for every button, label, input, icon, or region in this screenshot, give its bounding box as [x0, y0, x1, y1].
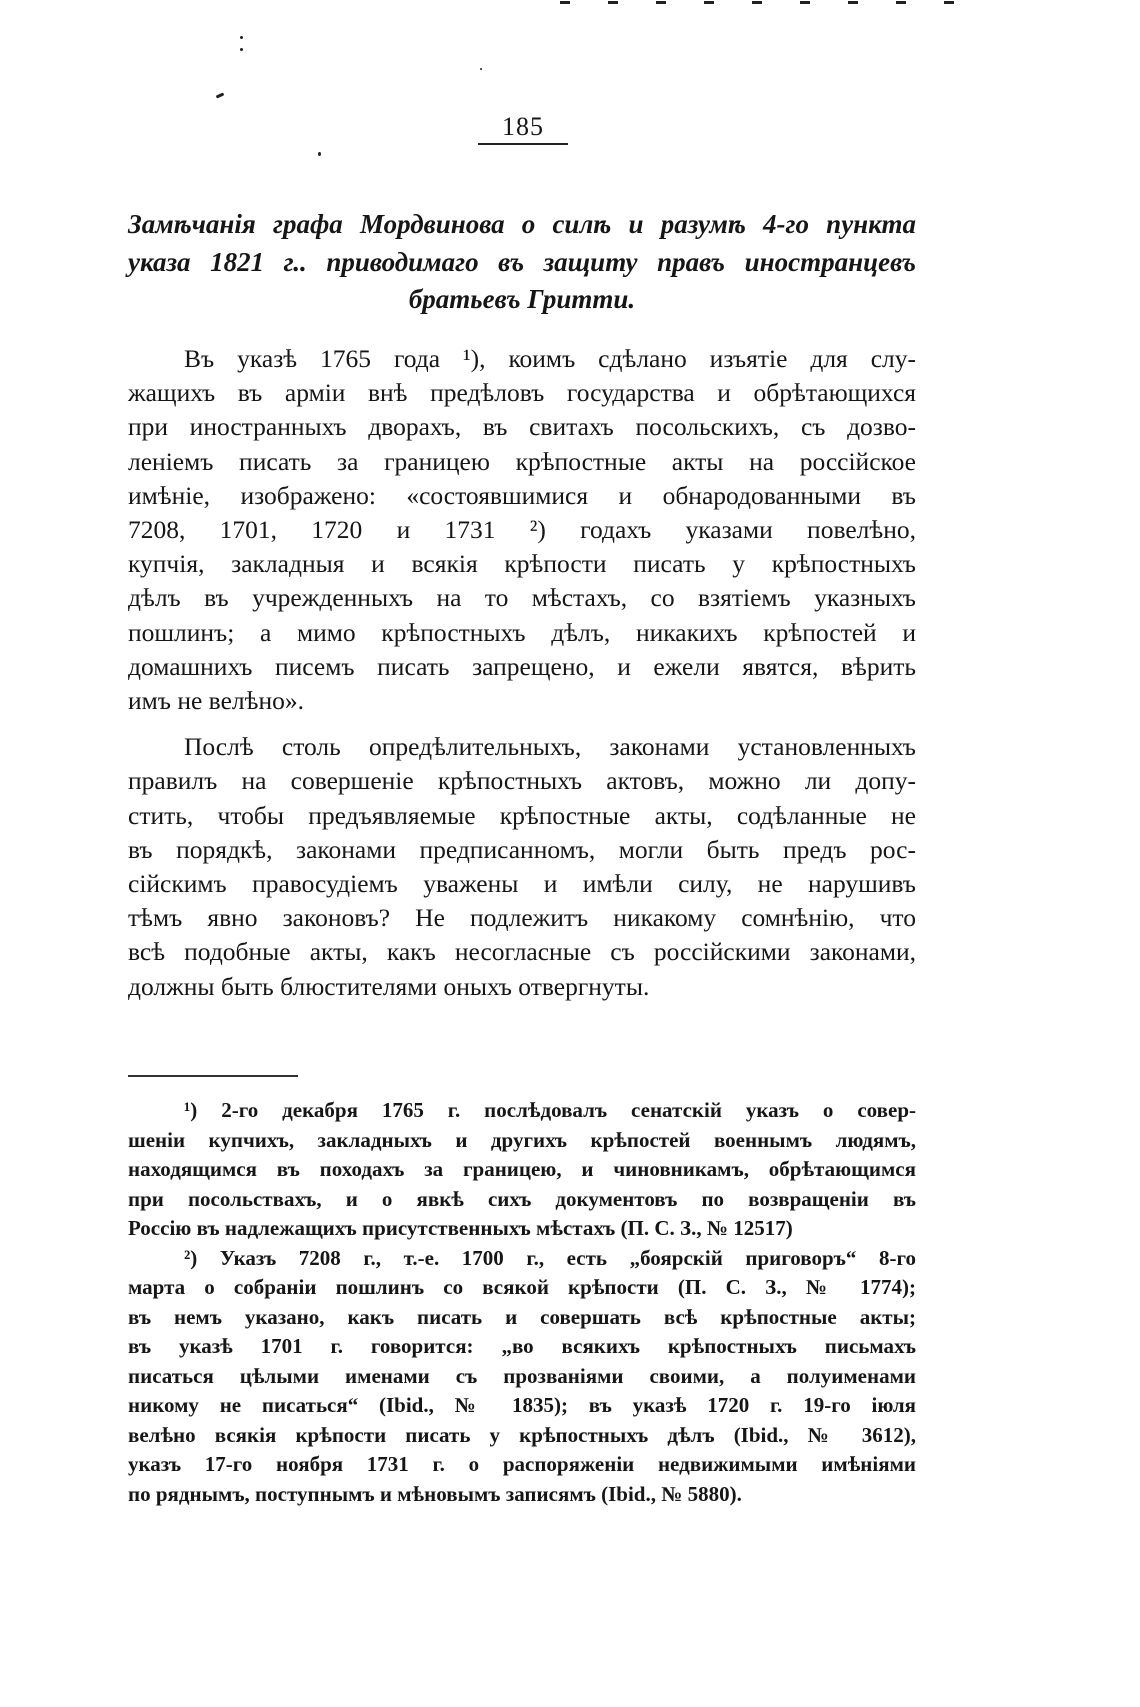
footnote-line: ²) Указъ 7208 г., т.-е. 1700 г., есть „боярскій приговоръ“ 8-го — [184, 1245, 916, 1270]
text-line: правилъ на совершеніе крѣпостныхъ актовъ, можно ли допу- — [128, 766, 916, 796]
text-line: дѣлъ въ учрежденныхъ на то мѣстахъ, со взятіемъ указныхъ — [128, 583, 916, 613]
text-line: пошлинъ; а мимо крѣпостныхъ дѣлъ, никакихъ крѣпостей и — [128, 617, 916, 647]
footnote-line: Россію въ надлежащихъ присутственныхъ мѣстахъ (П. С. З., № 12517) — [128, 1216, 793, 1240]
text-line: жащихъ въ арміи внѣ предѣловъ государства и обрѣтающихся — [128, 378, 916, 408]
scan-speck — [216, 92, 225, 98]
paragraph-2 — [128, 730, 916, 1004]
paragraph-1 — [128, 342, 916, 718]
scan-speck — [240, 36, 243, 39]
heading-line: братьевъ Гритти. — [408, 284, 636, 314]
text-line: Послѣ столь опредѣлительныхъ, законами установленныхъ — [184, 732, 916, 762]
text-line: купчія, закладныя и всякія крѣпости писать у крѣпостныхъ — [128, 549, 916, 579]
footnote-line: ¹) 2-го декабря 1765 г. послѣдовалъ сенатскій указъ о совер- — [184, 1098, 916, 1122]
text-line: имѣніе, изображено: «состоявшимися и обнародованными въ — [128, 480, 916, 510]
text-line: должны быть блюстителями оныхъ отвергнуты. — [128, 971, 650, 1001]
section-heading — [128, 206, 916, 319]
footnote-line: указъ 17-го ноября 1731 г. о распоряженіи недвижимыми имѣніями — [128, 1452, 916, 1476]
footnote-line: находящимся въ походахъ за границею, и чиновникамъ, обрѣтающимся — [128, 1157, 916, 1181]
page-number-underline — [478, 143, 568, 145]
footnote-line: по ряднымъ, поступнымъ и мѣновымъ записямъ (Ibid., № 5880). — [128, 1481, 742, 1506]
scan-top-edge-marks — [560, 0, 1030, 4]
footnote-line: въ немъ указано, какъ писать и совершать всѣ крѣпостные акты; — [128, 1304, 916, 1329]
body-text — [128, 342, 916, 1004]
text-line: домашнихъ писемъ писать запрещено, и ежели явятся, вѣрить — [128, 651, 916, 681]
footnote-line: шеніи купчихъ, закладныхъ и другихъ крѣпостей военнымъ людямъ, — [128, 1127, 916, 1152]
text-line: леніемъ писать за границею крѣпостные акты на россійское — [128, 446, 916, 476]
text-line: Въ указѣ 1765 года ¹), коимъ сдѣлано изъятіе для слу- — [184, 344, 916, 373]
text-line: сійскимъ правосудіемъ уважены и имѣли силу, не нарушивъ — [128, 869, 916, 899]
text-line: въ порядкѣ, законами предписанномъ, могли быть предъ рос- — [128, 834, 916, 864]
text-line: тѣмъ явно законовъ? Не подлежитъ никакому сомнѣнію, что — [128, 903, 916, 933]
footnote-line: при посольствахъ, и о явкѣ сихъ документовъ по возвращеніи въ — [128, 1186, 916, 1211]
text-line: 7208, 1701, 1720 и 1731 ²) годахъ указами повелѣно, — [128, 515, 916, 545]
footnote-line: марта о собраніи пошлинъ со всякой крѣпости (П. С. З., № 1774); — [128, 1275, 916, 1299]
page-number: 185 — [502, 112, 544, 141]
scan-speck — [240, 48, 243, 51]
footnote-2 — [128, 1244, 916, 1510]
footnotes — [128, 1096, 916, 1509]
text-line: при иностранныхъ дворахъ, въ свитахъ посольскихъ, съ дозво- — [128, 412, 916, 442]
text-line: имъ не велѣно». — [128, 686, 304, 716]
footnote-line: велѣно всякія крѣпости писать у крѣпостныхъ дѣлъ (Ibid., № 3612), — [128, 1422, 916, 1447]
text-line: всѣ подобные акты, какъ несогласные съ россійскими законами, — [128, 937, 916, 967]
footnote-divider — [128, 1075, 298, 1077]
heading-line: указа 1821 г.. приводимаго въ защиту правъ иностранцевъ — [128, 246, 916, 277]
footnote-line: въ указѣ 1701 г. говорится: „во всякихъ крѣпостныхъ письмахъ — [128, 1334, 916, 1358]
text-line: стить, чтобы предъявляемые крѣпостные акты, содѣланные не — [128, 800, 916, 830]
scan-speck — [318, 152, 321, 156]
footnote-line: никому не писаться“ (Ibid., № 1835); въ указѣ 1720 г. 19-го іюля — [128, 1393, 916, 1417]
footnote-line: писаться цѣлыми именами съ прозваніями своими, а полуименами — [128, 1363, 916, 1388]
scan-speck — [480, 68, 482, 70]
heading-line: Замѣчанія графа Мордвинова о силѣ и разумѣ 4-го пункта — [128, 209, 916, 239]
footnote-1 — [128, 1096, 916, 1244]
